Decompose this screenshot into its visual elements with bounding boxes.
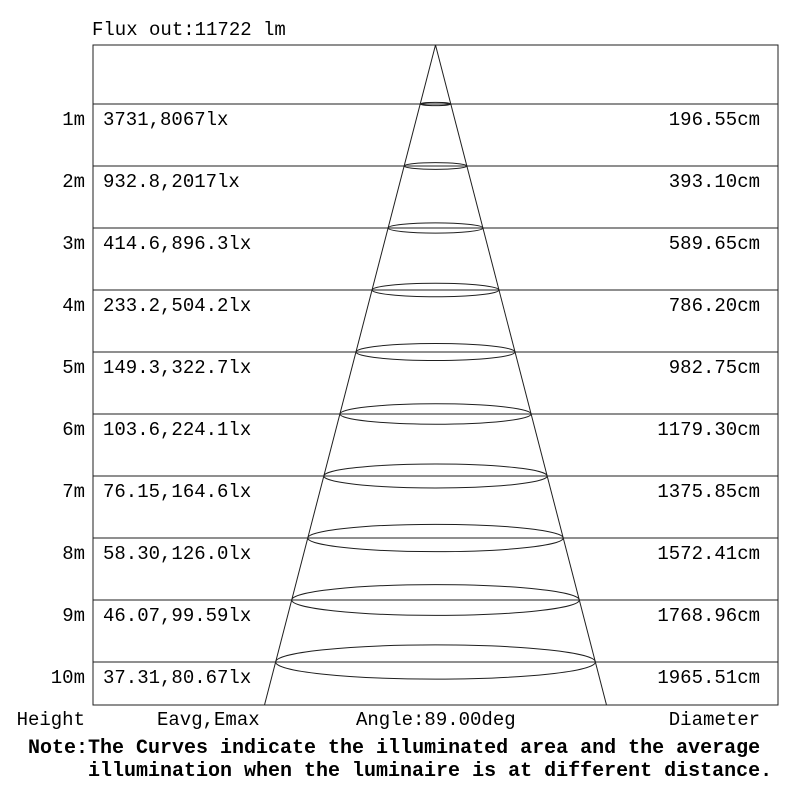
distance-row-1m — [0, 110, 800, 130]
note-text-line-2: illumination when the luminaire is at different distance. — [88, 760, 773, 783]
distance-row-7m — [0, 482, 800, 502]
distance-row-8m — [0, 544, 800, 564]
footer-eavg-emax-label: Eavg,Emax — [157, 709, 260, 731]
diameter-value: 786.20cm — [668, 295, 760, 317]
diameter-value: 1768.96cm — [657, 605, 760, 627]
distance-row-6m — [0, 420, 800, 440]
distance-row-5m — [0, 358, 800, 378]
footer-beam-angle-label: Angle:89.00deg — [356, 709, 516, 731]
eavg-emax-value: 58.30,126.0lx — [103, 543, 252, 565]
footer-height-label: Height — [16, 709, 85, 731]
distance-row-9m — [0, 606, 800, 626]
eavg-emax-value: 149.3,322.7lx — [103, 357, 252, 379]
height-label: 6m — [62, 419, 85, 441]
eavg-emax-value: 233.2,504.2lx — [103, 295, 252, 317]
distance-row-10m — [0, 668, 800, 688]
eavg-emax-value: 46.07,99.59lx — [103, 605, 252, 627]
diameter-value: 196.55cm — [668, 109, 760, 131]
height-label: 2m — [62, 171, 85, 193]
height-label: 4m — [62, 295, 85, 317]
note-text-line-1: Note:The Curves indicate the illuminated area and the average — [28, 737, 761, 760]
eavg-emax-value: 76.15,164.6lx — [103, 481, 252, 503]
diameter-value: 982.75cm — [668, 357, 760, 379]
eavg-emax-value: 3731,8067lx — [103, 109, 229, 131]
footer-diameter-label: Diameter — [668, 709, 760, 731]
eavg-emax-value: 932.8,2017lx — [103, 171, 240, 193]
diameter-value: 589.65cm — [668, 233, 760, 255]
eavg-emax-value: 414.6,896.3lx — [103, 233, 252, 255]
distance-row-4m — [0, 296, 800, 316]
diameter-value: 1572.41cm — [657, 543, 760, 565]
height-label: 3m — [62, 233, 85, 255]
distance-row-2m — [0, 172, 800, 192]
diameter-value: 1965.51cm — [657, 667, 760, 689]
height-label: 8m — [62, 543, 85, 565]
height-label: 9m — [62, 605, 85, 627]
height-label: 1m — [62, 109, 85, 131]
height-label: 10m — [50, 667, 85, 689]
diameter-value: 1179.30cm — [657, 419, 760, 441]
diameter-value: 393.10cm — [668, 171, 760, 193]
eavg-emax-value: 103.6,224.1lx — [103, 419, 252, 441]
height-label: 5m — [62, 357, 85, 379]
flux-output-label: Flux out:11722 lm — [92, 19, 286, 41]
eavg-emax-value: 37.31,80.67lx — [103, 667, 252, 689]
distance-row-3m — [0, 234, 800, 254]
height-label: 7m — [62, 481, 85, 503]
diameter-value: 1375.85cm — [657, 481, 760, 503]
